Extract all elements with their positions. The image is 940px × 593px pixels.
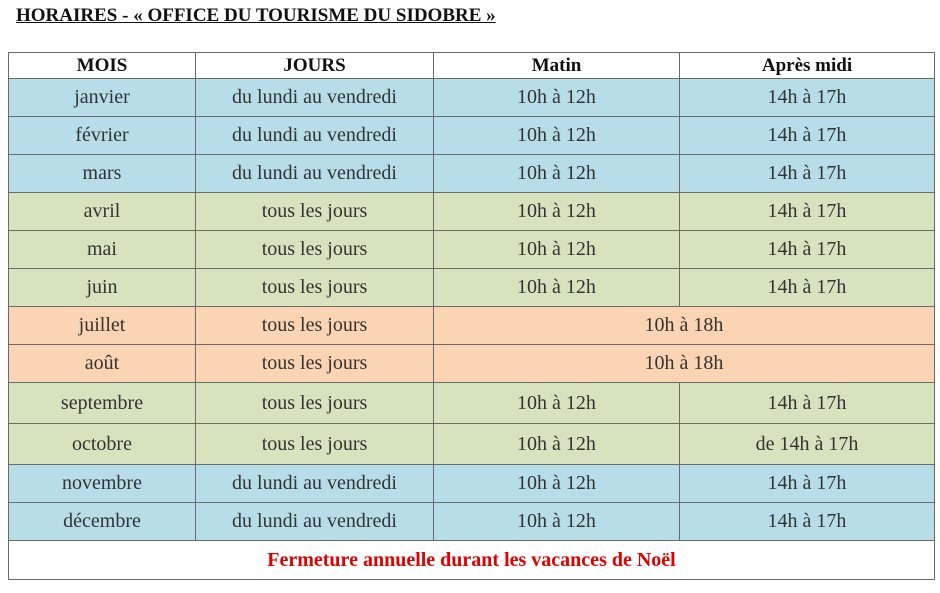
header-morning: Matin: [434, 53, 680, 79]
days-cell: tous les jours: [196, 193, 434, 231]
days-cell: du lundi au vendredi: [196, 117, 434, 155]
month-cell: décembre: [9, 503, 196, 541]
header-afternoon: Après midi: [680, 53, 935, 79]
morning-cell: 10h à 12h: [434, 117, 680, 155]
afternoon-cell: 14h à 17h: [680, 193, 935, 231]
afternoon-cell: 14h à 17h: [680, 465, 935, 503]
morning-cell: 10h à 12h: [434, 231, 680, 269]
schedule-table: [8, 52, 935, 580]
table-row: [9, 155, 935, 193]
morning-cell: 10h à 12h: [434, 383, 680, 424]
days-cell: tous les jours: [196, 269, 434, 307]
table-row: [9, 345, 935, 383]
month-cell: mai: [9, 231, 196, 269]
table-row: [9, 465, 935, 503]
morning-cell: 10h à 12h: [434, 503, 680, 541]
footer-row: [9, 541, 935, 580]
days-cell: tous les jours: [196, 383, 434, 424]
morning-cell: 10h à 12h: [434, 193, 680, 231]
days-cell: du lundi au vendredi: [196, 155, 434, 193]
table-row: [9, 269, 935, 307]
afternoon-cell: de 14h à 17h: [680, 424, 935, 465]
month-cell: novembre: [9, 465, 196, 503]
table-row: [9, 424, 935, 465]
full-day-hours-cell: 10h à 18h: [434, 307, 935, 345]
month-cell: février: [9, 117, 196, 155]
afternoon-cell: 14h à 17h: [680, 383, 935, 424]
month-cell: août: [9, 345, 196, 383]
table-row: [9, 117, 935, 155]
header-row: [9, 53, 935, 79]
month-cell: mars: [9, 155, 196, 193]
afternoon-cell: 14h à 17h: [680, 269, 935, 307]
table-row: [9, 503, 935, 541]
table-row: [9, 307, 935, 345]
month-cell: septembre: [9, 383, 196, 424]
table-row: [9, 193, 935, 231]
table-row: [9, 383, 935, 424]
month-cell: avril: [9, 193, 196, 231]
days-cell: tous les jours: [196, 345, 434, 383]
afternoon-cell: 14h à 17h: [680, 117, 935, 155]
afternoon-cell: 14h à 17h: [680, 155, 935, 193]
month-cell: juillet: [9, 307, 196, 345]
month-cell: octobre: [9, 424, 196, 465]
header-days: JOURS: [196, 53, 434, 79]
days-cell: du lundi au vendredi: [196, 79, 434, 117]
month-cell: juin: [9, 269, 196, 307]
month-cell: janvier: [9, 79, 196, 117]
table-row: [9, 231, 935, 269]
days-cell: tous les jours: [196, 424, 434, 465]
header-month: MOIS: [9, 53, 196, 79]
days-cell: du lundi au vendredi: [196, 503, 434, 541]
morning-cell: 10h à 12h: [434, 79, 680, 117]
morning-cell: 10h à 12h: [434, 155, 680, 193]
morning-cell: 10h à 12h: [434, 269, 680, 307]
title-label: HORAIRES: [16, 5, 118, 26]
afternoon-cell: 14h à 17h: [680, 503, 935, 541]
full-day-hours-cell: 10h à 18h: [434, 345, 935, 383]
morning-cell: 10h à 12h: [434, 465, 680, 503]
days-cell: du lundi au vendredi: [196, 465, 434, 503]
morning-cell: 10h à 12h: [434, 424, 680, 465]
document-title: [16, 5, 496, 27]
annual-closure-notice: Fermeture annuelle durant les vacances de Noël: [9, 541, 935, 580]
days-cell: tous les jours: [196, 231, 434, 269]
title-name: « OFFICE DU TOURISME DU SIDOBRE »: [133, 5, 496, 26]
afternoon-cell: 14h à 17h: [680, 79, 935, 117]
title-separator: -: [122, 5, 129, 26]
afternoon-cell: 14h à 17h: [680, 231, 935, 269]
table-row: [9, 79, 935, 117]
days-cell: tous les jours: [196, 307, 434, 345]
